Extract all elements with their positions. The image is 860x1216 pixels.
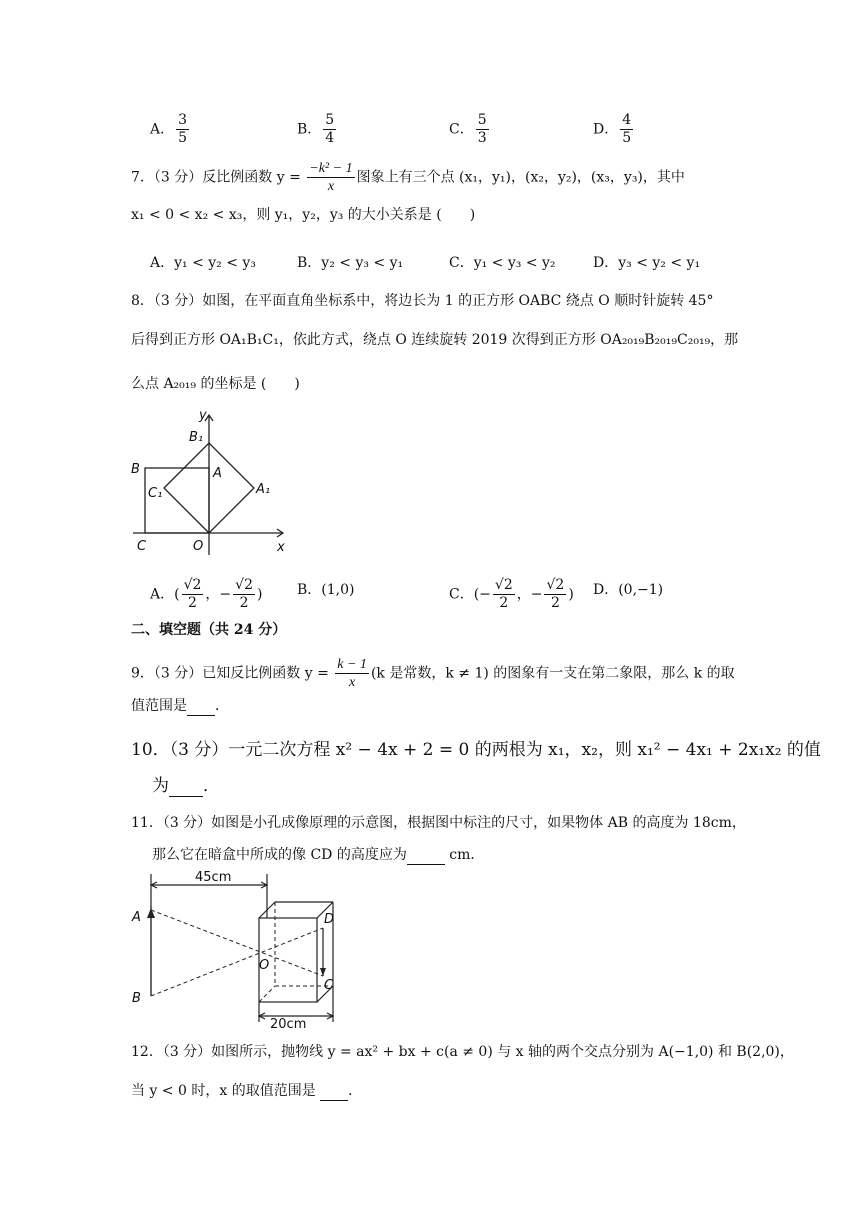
q6-option-a-fraction: $\frac{3}{5}$ bbox=[178, 112, 188, 146]
q11-label-o: O bbox=[259, 958, 270, 973]
q8-option-a-frac2: $\frac{√2}{2}$ bbox=[235, 577, 253, 611]
q8-label-o: O bbox=[193, 539, 204, 554]
q7-option-b: B．y₂ < y₃ < y₁ bbox=[297, 255, 404, 271]
section-fill-in-title: 二、填空题（共 24 分） bbox=[131, 622, 287, 638]
q6-option-b: B． $\frac{5}{4}$ bbox=[297, 112, 335, 146]
q9-stem-line1: 9．（3 分）已知反比例函数 y = $\frac{k - 1}{x}$ (k 是常数，k ≠ 1) 的图象有一支在第二象限，那么 k 的取 bbox=[131, 657, 735, 690]
q11-stem-line1: 11．（3 分）如图是小孔成像原理的示意图，根据图中标注的尺寸，如果物体 AB 的高度为 18cm， bbox=[131, 815, 746, 831]
q12-answer-blank[interactable] bbox=[320, 1084, 348, 1101]
q6-option-b-fraction: $\frac{5}{4}$ bbox=[325, 112, 335, 146]
q6-option-c: C． $\frac{5}{3}$ bbox=[449, 112, 487, 146]
q8-option-a: A．( $\frac{√2}{2}$ ，− $\frac{√2}{2}$ ) bbox=[150, 577, 263, 611]
q8-option-d: D．(0,−1) bbox=[593, 582, 664, 598]
q8-stem-line3: 么点 A₂₀₁₉ 的坐标是 ( ) bbox=[131, 376, 300, 392]
q8-stem-line1: 8．（3 分）如图，在平面直角坐标系中，将边长为 1 的正方形 OABC 绕点 O 顺时针旋转 45° bbox=[131, 293, 714, 309]
q8-label-x: x bbox=[277, 540, 285, 555]
q8-label-c1: C₁ bbox=[148, 486, 163, 501]
q8-option-c: C．(− $\frac{√2}{2}$ ，− $\frac{√2}{2}$ ) bbox=[449, 577, 574, 611]
q9-answer-blank[interactable] bbox=[187, 699, 215, 716]
q10-answer-blank[interactable] bbox=[169, 778, 203, 797]
q8-option-a-frac1: $\frac{√2}{2}$ bbox=[183, 577, 202, 611]
q6-option-d-fraction: $\frac{4}{5}$ bbox=[622, 112, 632, 146]
q11-stem-line2: 那么它在暗盒中所成的像 CD 的高度应为 cm． bbox=[152, 847, 485, 863]
q9-fraction: $\frac{k - 1}{x}$ bbox=[337, 657, 367, 690]
q11-label-a: A bbox=[132, 910, 141, 925]
q8-label-c: C bbox=[137, 539, 147, 554]
q7-option-d: D．y₃ < y₂ < y₁ bbox=[593, 255, 701, 271]
q8-label-y: y bbox=[199, 408, 207, 423]
q10-stem-line1: 10．（3 分）一元二次方程 x² − 4x + 2 = 0 的两根为 x₁，x₂，则 x₁² − 4x₁ + 2x₁x₂ 的值 bbox=[131, 740, 821, 760]
q8-label-a: A bbox=[213, 466, 222, 481]
q6-option-c-fraction: $\frac{5}{3}$ bbox=[477, 112, 487, 146]
q11-label-d: D bbox=[324, 912, 335, 927]
q8-rotation-figure bbox=[125, 405, 295, 560]
q11-label-20cm: 20cm bbox=[270, 1017, 307, 1032]
q8-option-c-frac2: $\frac{√2}{2}$ bbox=[546, 577, 565, 611]
q11-box-hidden-diagonal bbox=[259, 986, 275, 1002]
q8-option-b: B．(1,0) bbox=[297, 582, 355, 598]
q12-stem-line2: 当 y < 0 时，x 的取值范围是 ． bbox=[131, 1083, 363, 1099]
q7-option-c: C．y₁ < y₃ < y₂ bbox=[449, 255, 556, 271]
q11-answer-blank[interactable] bbox=[407, 848, 445, 865]
q8-label-b: B bbox=[131, 462, 140, 477]
q10-stem-line2: 为 ． bbox=[152, 776, 220, 796]
q11-label-45cm: 45cm bbox=[195, 870, 232, 885]
q7-option-a: A．y₁ < y₂ < y₃ bbox=[150, 255, 256, 271]
q11-ray-a bbox=[151, 910, 323, 976]
q11-pinhole-figure bbox=[125, 866, 355, 1034]
q9-stem-line2: 值范围是 ． bbox=[131, 698, 229, 714]
q11-object-arrow-head bbox=[147, 908, 155, 918]
q12-stem-line1: 12．（3 分）如图所示，抛物线 y = ax² + bx + c(a ≠ 0) 与 x 轴的两个交点分别为 A(−1,0) 和 B(2,0)， bbox=[131, 1044, 794, 1060]
q7-stem-line2: x₁ < 0 < x₂ < x₃，则 y₁，y₂，y₃ 的大小关系是 ( ) bbox=[131, 207, 476, 223]
q8-label-b1: B₁ bbox=[189, 430, 204, 445]
q7-fraction: $\frac{\text{−k² − 1}}{x}$ bbox=[309, 161, 353, 194]
q6-option-a: A． $\frac{3}{5}$ bbox=[150, 112, 188, 146]
q6-option-d: D． $\frac{4}{5}$ bbox=[593, 112, 632, 146]
q11-image-arrow-head bbox=[320, 968, 326, 976]
q7-stem-line1: 7．（3 分）反比例函数 y = $\frac{\text{−k² − 1}}{x}$ 图象上有三个点 (x₁，y₁)，(x₂，y₂)，(x₃，y₃)，其中 bbox=[131, 161, 685, 194]
q8-stem-line2: 后得到正方形 OA₁B₁C₁，依此方式，绕点 O 连续旋转 2019 次得到正方形 OA₂₀₁₉B₂₀₁₉C₂₀₁₉，那 bbox=[131, 332, 739, 348]
q11-label-c: C bbox=[324, 978, 334, 993]
q8-option-c-frac1: $\frac{√2}{2}$ bbox=[494, 577, 513, 611]
q8-label-a1: A₁ bbox=[256, 482, 271, 497]
q11-label-b: B bbox=[132, 991, 141, 1006]
